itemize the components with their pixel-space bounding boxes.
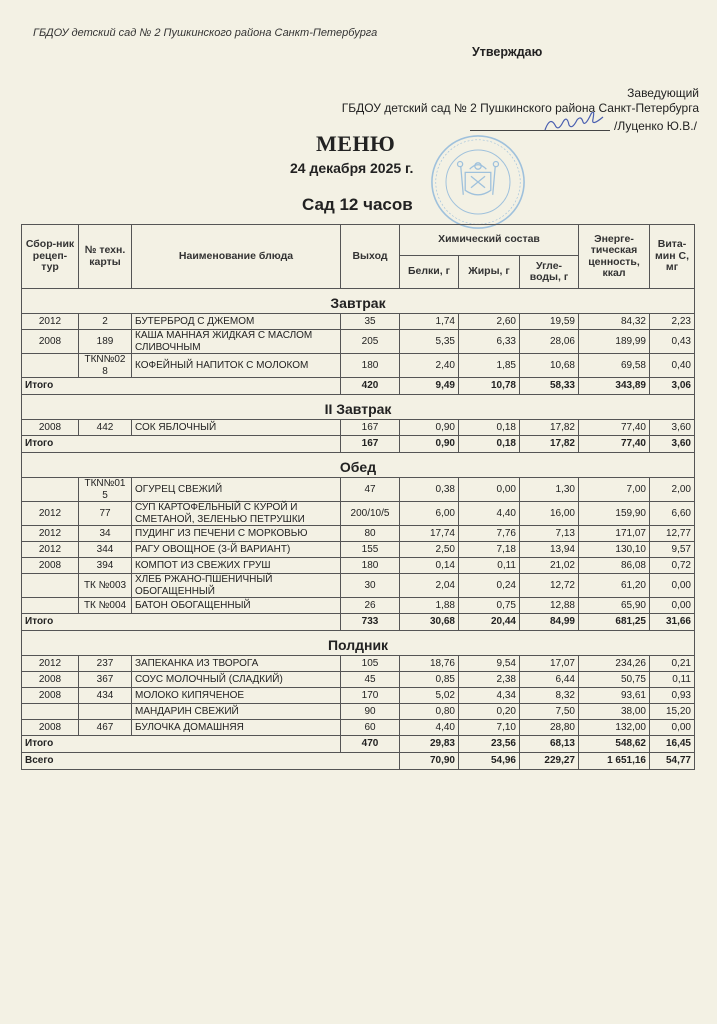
protein-cell: 6,00: [400, 502, 459, 526]
energy-cell: 77,40: [579, 420, 650, 436]
portion-cell: 180: [341, 558, 400, 574]
table-row: [22, 542, 695, 558]
tech-card-cell: 434: [79, 688, 132, 704]
col-carbs: Угле-воды, г: [520, 256, 579, 289]
collection-cell: 2008: [22, 672, 79, 688]
total-energy: 343,89: [579, 378, 650, 395]
vitc-cell: 12,77: [650, 526, 695, 542]
table-row: [22, 656, 695, 672]
fat-cell: 1,85: [459, 354, 520, 378]
total-protein: 0,90: [400, 436, 459, 453]
vitc-cell: 2,23: [650, 314, 695, 330]
collection-cell: 2012: [22, 542, 79, 558]
table-row: [22, 526, 695, 542]
total-vitc: 31,66: [650, 614, 695, 631]
fat-cell: 2,38: [459, 672, 520, 688]
col-protein: Белки, г: [400, 256, 459, 289]
table-row: [22, 720, 695, 736]
dish-name-cell: ПУДИНГ ИЗ ПЕЧЕНИ С МОРКОВЬЮ: [132, 526, 341, 542]
group-name: Сад 12 часов: [302, 195, 413, 214]
fat-cell: 0,18: [459, 420, 520, 436]
energy-cell: 171,07: [579, 526, 650, 542]
vitc-cell: 0,11: [650, 672, 695, 688]
vitc-cell: 0,00: [650, 598, 695, 614]
table-row: [22, 558, 695, 574]
protein-cell: 0,38: [400, 478, 459, 502]
total-label: Итого: [22, 736, 341, 753]
total-carbs: 84,99: [520, 614, 579, 631]
dish-name-cell: ХЛЕБ РЖАНО-ПШЕНИЧНЫЙ ОБОГАЩЕННЫЙ: [132, 574, 341, 598]
carbs-cell: 12,88: [520, 598, 579, 614]
protein-cell: 1,88: [400, 598, 459, 614]
section-title: Обед: [22, 453, 695, 478]
tech-card-cell: 189: [79, 330, 132, 354]
total-vitc: 3,60: [650, 436, 695, 453]
director-title: Заведующий: [627, 86, 699, 100]
tech-card-cell: 237: [79, 656, 132, 672]
vitc-cell: 0,21: [650, 656, 695, 672]
portion-cell: 30: [341, 574, 400, 598]
grand-total-row: [22, 753, 695, 770]
fat-cell: 0,24: [459, 574, 520, 598]
table-row: [22, 420, 695, 436]
vitc-cell: 15,20: [650, 704, 695, 720]
section-title: II Завтрак: [22, 395, 695, 420]
vitc-cell: 9,57: [650, 542, 695, 558]
collection-cell: 2008: [22, 420, 79, 436]
dish-name-cell: СОК ЯБЛОЧНЫЙ: [132, 420, 341, 436]
carbs-cell: 10,68: [520, 354, 579, 378]
col-fat: Жиры, г: [459, 256, 520, 289]
grand-total-protein: 70,90: [400, 753, 459, 770]
portion-cell: 35: [341, 314, 400, 330]
protein-cell: 0,85: [400, 672, 459, 688]
section-header-row: [22, 631, 695, 656]
total-protein: 29,83: [400, 736, 459, 753]
dish-name-cell: РАГУ ОВОЩНОЕ (3-Й ВАРИАНТ): [132, 542, 341, 558]
dish-name-cell: МОЛОКО КИПЯЧЕНОЕ: [132, 688, 341, 704]
portion-cell: 80: [341, 526, 400, 542]
dish-name-cell: БАТОН ОБОГАЩЕННЫЙ: [132, 598, 341, 614]
total-label: Итого: [22, 436, 341, 453]
protein-cell: 18,76: [400, 656, 459, 672]
portion-cell: 45: [341, 672, 400, 688]
protein-cell: 5,02: [400, 688, 459, 704]
vitc-cell: 0,00: [650, 574, 695, 598]
fat-cell: 7,18: [459, 542, 520, 558]
energy-cell: 130,10: [579, 542, 650, 558]
carbs-cell: 17,07: [520, 656, 579, 672]
protein-cell: 17,74: [400, 526, 459, 542]
collection-cell: [22, 478, 79, 502]
fat-cell: 4,40: [459, 502, 520, 526]
collection-cell: 2008: [22, 688, 79, 704]
tech-card-cell: 467: [79, 720, 132, 736]
col-collection: Сбор-ник рецеп-тур: [22, 225, 79, 289]
col-chemical: Химический состав: [400, 225, 579, 256]
energy-cell: 50,75: [579, 672, 650, 688]
table-row: [22, 502, 695, 526]
approve-label: Утверждаю: [472, 45, 543, 59]
energy-cell: 65,90: [579, 598, 650, 614]
carbs-cell: 28,80: [520, 720, 579, 736]
dish-name-cell: ЗАПЕКАНКА ИЗ ТВОРОГА: [132, 656, 341, 672]
fat-cell: 7,76: [459, 526, 520, 542]
energy-cell: 159,90: [579, 502, 650, 526]
tech-card-cell: ТКN№015: [79, 478, 132, 502]
table-row: [22, 672, 695, 688]
collection-cell: 2008: [22, 330, 79, 354]
dish-name-cell: МАНДАРИН СВЕЖИЙ: [132, 704, 341, 720]
tech-card-cell: [79, 704, 132, 720]
portion-cell: 180: [341, 354, 400, 378]
total-energy: 548,62: [579, 736, 650, 753]
total-carbs: 58,33: [520, 378, 579, 395]
total-portion: 733: [341, 614, 400, 631]
carbs-cell: 7,50: [520, 704, 579, 720]
total-portion: 167: [341, 436, 400, 453]
tech-card-cell: 394: [79, 558, 132, 574]
tech-card-cell: 344: [79, 542, 132, 558]
collection-cell: 2012: [22, 502, 79, 526]
total-fat: 23,56: [459, 736, 520, 753]
grand-total-fat: 54,96: [459, 753, 520, 770]
fat-cell: 9,54: [459, 656, 520, 672]
dish-name-cell: КОМПОТ ИЗ СВЕЖИХ ГРУШ: [132, 558, 341, 574]
signature: [540, 112, 610, 134]
dish-name-cell: КОФЕЙНЫЙ НАПИТОК С МОЛОКОМ: [132, 354, 341, 378]
portion-cell: 60: [341, 720, 400, 736]
section-header-row: [22, 289, 695, 314]
total-label: Итого: [22, 378, 341, 395]
tech-card-cell: 77: [79, 502, 132, 526]
table-row: [22, 688, 695, 704]
grand-total-energy: 1 651,16: [579, 753, 650, 770]
portion-cell: 167: [341, 420, 400, 436]
tech-card-cell: ТК №003: [79, 574, 132, 598]
total-carbs: 17,82: [520, 436, 579, 453]
tech-card-cell: 442: [79, 420, 132, 436]
tech-card-cell: 2: [79, 314, 132, 330]
coat-of-arms-icon: [458, 162, 499, 195]
dish-name-cell: КАША МАННАЯ ЖИДКАЯ С МАСЛОМ СЛИВОЧНЫМ: [132, 330, 341, 354]
carbs-cell: 12,72: [520, 574, 579, 598]
total-vitc: 3,06: [650, 378, 695, 395]
protein-cell: 2,50: [400, 542, 459, 558]
dish-name-cell: СОУС МОЛОЧНЫЙ (СЛАДКИЙ): [132, 672, 341, 688]
table-row: [22, 330, 695, 354]
total-portion: 420: [341, 378, 400, 395]
energy-cell: 61,20: [579, 574, 650, 598]
dish-name-cell: БУЛОЧКА ДОМАШНЯЯ: [132, 720, 341, 736]
signer-name: /Луценко Ю.В./: [614, 119, 697, 133]
vitc-cell: 0,72: [650, 558, 695, 574]
portion-cell: 170: [341, 688, 400, 704]
energy-cell: 84,32: [579, 314, 650, 330]
total-portion: 470: [341, 736, 400, 753]
protein-cell: 4,40: [400, 720, 459, 736]
grand-total-carbs: 229,27: [520, 753, 579, 770]
section-title: Завтрак: [22, 289, 695, 314]
energy-cell: 132,00: [579, 720, 650, 736]
fat-cell: 0,75: [459, 598, 520, 614]
fat-cell: 2,60: [459, 314, 520, 330]
total-row: [22, 736, 695, 753]
vitc-cell: 0,93: [650, 688, 695, 704]
col-tech-card: № техн. карты: [79, 225, 132, 289]
section-header-row: [22, 395, 695, 420]
vitc-cell: 3,60: [650, 420, 695, 436]
tech-card-cell: ТК №004: [79, 598, 132, 614]
energy-cell: 93,61: [579, 688, 650, 704]
vitc-cell: 2,00: [650, 478, 695, 502]
col-energy: Энерге-тическая ценность, ккал: [579, 225, 650, 289]
protein-cell: 2,04: [400, 574, 459, 598]
collection-cell: [22, 598, 79, 614]
carbs-cell: 17,82: [520, 420, 579, 436]
protein-cell: 2,40: [400, 354, 459, 378]
energy-cell: 86,08: [579, 558, 650, 574]
menu-date: 24 декабря 2025 г.: [290, 160, 414, 176]
portion-cell: 90: [341, 704, 400, 720]
menu-table: [21, 224, 695, 770]
total-row: [22, 436, 695, 453]
protein-cell: 1,74: [400, 314, 459, 330]
carbs-cell: 8,32: [520, 688, 579, 704]
tech-card-cell: ТКN№028: [79, 354, 132, 378]
table-row: [22, 574, 695, 598]
total-protein: 30,68: [400, 614, 459, 631]
portion-cell: 47: [341, 478, 400, 502]
protein-cell: 0,80: [400, 704, 459, 720]
collection-cell: 2008: [22, 558, 79, 574]
vitc-cell: 0,43: [650, 330, 695, 354]
portion-cell: 155: [341, 542, 400, 558]
vitc-cell: 0,00: [650, 720, 695, 736]
table-row: [22, 354, 695, 378]
portion-cell: 205: [341, 330, 400, 354]
total-label: Итого: [22, 614, 341, 631]
protein-cell: 0,90: [400, 420, 459, 436]
energy-cell: 7,00: [579, 478, 650, 502]
grand-total-vitc: 54,77: [650, 753, 695, 770]
vitc-cell: 0,40: [650, 354, 695, 378]
table-row: [22, 704, 695, 720]
tech-card-cell: 34: [79, 526, 132, 542]
dish-name-cell: ОГУРЕЦ СВЕЖИЙ: [132, 478, 341, 502]
tech-card-cell: 367: [79, 672, 132, 688]
protein-cell: 0,14: [400, 558, 459, 574]
total-fat: 0,18: [459, 436, 520, 453]
fat-cell: 0,00: [459, 478, 520, 502]
portion-cell: 200/10/5: [341, 502, 400, 526]
page-title: МЕНЮ: [316, 131, 396, 156]
total-row: [22, 614, 695, 631]
collection-cell: [22, 574, 79, 598]
energy-cell: 38,00: [579, 704, 650, 720]
fat-cell: 7,10: [459, 720, 520, 736]
fat-cell: 0,20: [459, 704, 520, 720]
vitc-cell: 6,60: [650, 502, 695, 526]
fat-cell: 6,33: [459, 330, 520, 354]
organization-header: ГБДОУ детский сад № 2 Пушкинского района Санкт-Петербурга: [33, 27, 378, 39]
collection-cell: 2012: [22, 526, 79, 542]
carbs-cell: 13,94: [520, 542, 579, 558]
organization-name: ГБДОУ детский сад № 2 Пушкинского района Санкт-Петербурга: [341, 101, 699, 115]
portion-cell: 105: [341, 656, 400, 672]
portion-cell: 26: [341, 598, 400, 614]
col-portion: Выход: [341, 225, 400, 289]
total-protein: 9,49: [400, 378, 459, 395]
total-energy: 681,25: [579, 614, 650, 631]
table-row: [22, 314, 695, 330]
energy-cell: 69,58: [579, 354, 650, 378]
carbs-cell: 6,44: [520, 672, 579, 688]
col-dish-name: Наименование блюда: [132, 225, 341, 289]
total-fat: 10,78: [459, 378, 520, 395]
fat-cell: 0,11: [459, 558, 520, 574]
total-vitc: 16,45: [650, 736, 695, 753]
table-row: [22, 598, 695, 614]
col-vitamin-c: Вита-мин С, мг: [650, 225, 695, 289]
total-row: [22, 378, 695, 395]
carbs-cell: 21,02: [520, 558, 579, 574]
section-header-row: [22, 453, 695, 478]
collection-cell: 2012: [22, 656, 79, 672]
collection-cell: [22, 354, 79, 378]
dish-name-cell: БУТЕРБРОД С ДЖЕМОМ: [132, 314, 341, 330]
official-stamp: [430, 134, 526, 230]
collection-cell: 2012: [22, 314, 79, 330]
energy-cell: 234,26: [579, 656, 650, 672]
dish-name-cell: СУП КАРТОФЕЛЬНЫЙ С КУРОЙ И СМЕТАНОЙ, ЗЕЛЕНЬЮ ПЕТРУШКИ: [132, 502, 341, 526]
table-row: [22, 478, 695, 502]
collection-cell: 2008: [22, 720, 79, 736]
carbs-cell: 1,30: [520, 478, 579, 502]
total-carbs: 68,13: [520, 736, 579, 753]
carbs-cell: 16,00: [520, 502, 579, 526]
carbs-cell: 19,59: [520, 314, 579, 330]
fat-cell: 4,34: [459, 688, 520, 704]
energy-cell: 189,99: [579, 330, 650, 354]
collection-cell: [22, 704, 79, 720]
carbs-cell: 28,06: [520, 330, 579, 354]
carbs-cell: 7,13: [520, 526, 579, 542]
protein-cell: 5,35: [400, 330, 459, 354]
grand-total-label: Всего: [22, 753, 400, 770]
total-fat: 20,44: [459, 614, 520, 631]
section-title: Полдник: [22, 631, 695, 656]
total-energy: 77,40: [579, 436, 650, 453]
